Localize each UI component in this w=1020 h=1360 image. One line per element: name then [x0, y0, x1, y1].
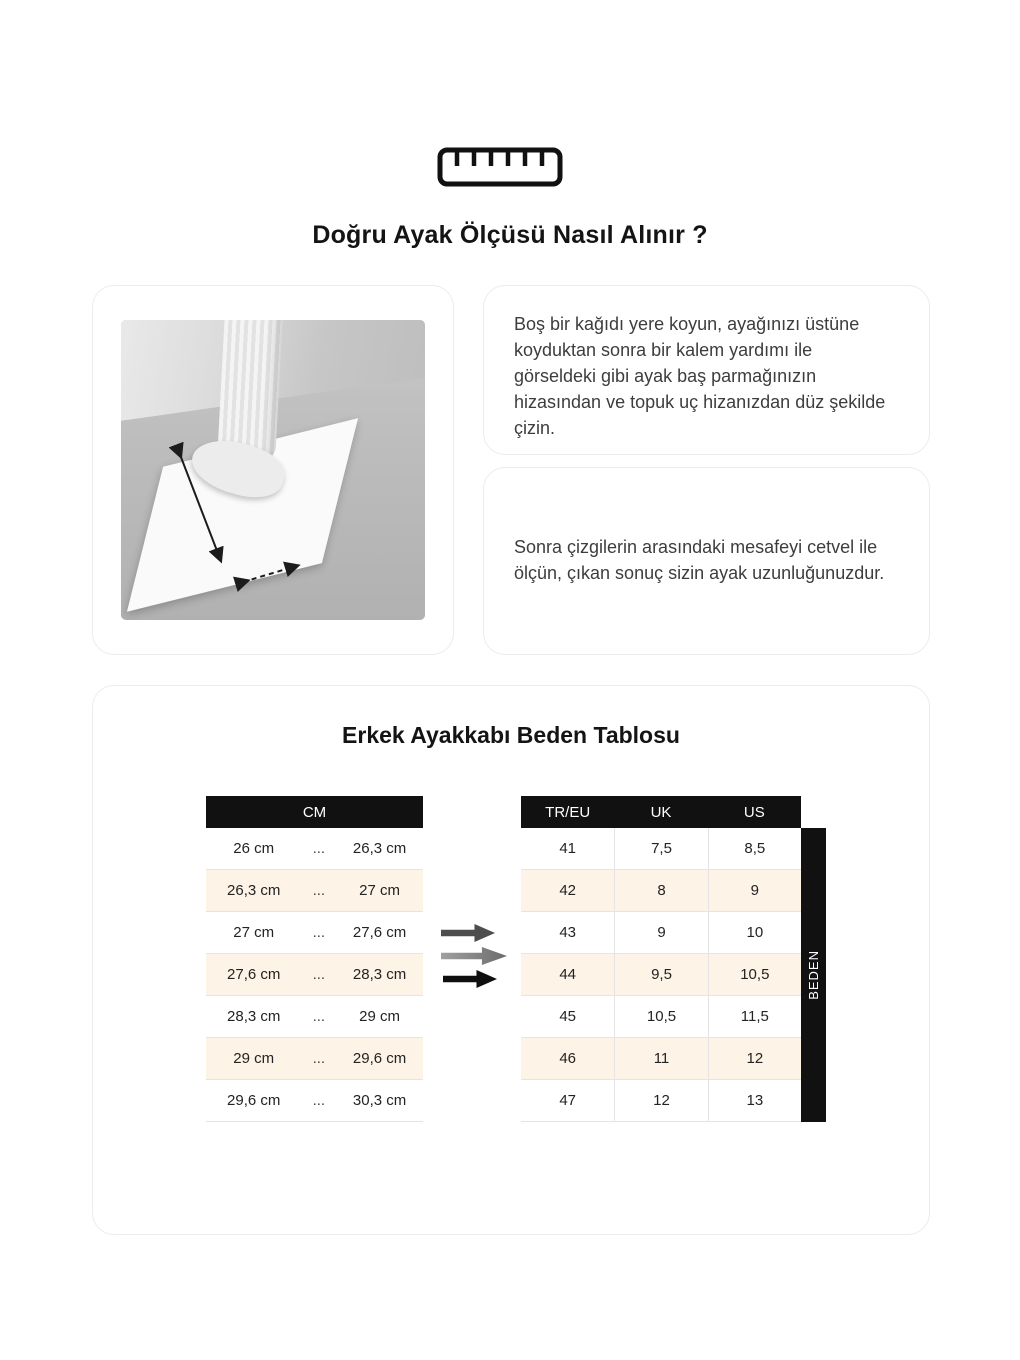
cm-range-separator: ... — [312, 1008, 326, 1025]
cm-range-separator: ... — [312, 966, 326, 983]
size-tr-eu-value: 47 — [559, 1092, 576, 1109]
size-us-value: 11,5 — [708, 996, 801, 1037]
cm-from-value: 28,3 cm — [227, 1008, 281, 1025]
size-tr-eu-value: 46 — [559, 1050, 576, 1067]
cm-to-value: 26,3 cm — [352, 840, 407, 857]
instruction-step2-text: Sonra çizgilerin arasındaki mesafeyi cetvel ile ölçün, çıkan sonuç sizin ayak uzunluğunuzdur. — [514, 537, 885, 583]
beden-label: BEDEN — [806, 950, 821, 1000]
instruction-step1-text: Boş bir kağıdı yere koyun, ayağınızı üstüne koyduktan sonra bir kalem yardımı ile görseldeki gibi ayak baş parmağınızın hizasından ve topuk uç hizanızdan düz şekilde çizin. — [514, 314, 886, 438]
page-title: Doğru Ayak Ölçüsü Nasıl Alınır ? — [312, 221, 708, 249]
cm-table-row — [206, 828, 423, 870]
measurement-photo-card — [92, 285, 454, 655]
cm-table-row — [206, 870, 423, 912]
cm-to-value: 30,3 cm — [352, 1092, 407, 1109]
size-uk-value: 9,5 — [614, 954, 707, 995]
size-uk-value: 8 — [614, 870, 707, 911]
cm-header-label: CM — [302, 803, 327, 821]
cm-table-header — [206, 796, 423, 828]
size-tr-eu-value: 44 — [559, 966, 576, 983]
size-us-value: 9 — [708, 870, 801, 911]
size-table-row — [521, 1080, 801, 1122]
cm-range-separator: ... — [312, 924, 326, 941]
foot-measurement-photo — [121, 320, 425, 620]
cm-to-value: 27,6 cm — [352, 924, 407, 941]
size-guide-title: Erkek Ayakkabı Beden Tablosu — [342, 722, 680, 748]
cm-to-value: 29,6 cm — [352, 1050, 407, 1067]
cm-from-value: 29,6 cm — [227, 1092, 281, 1109]
convert-arrows-icon — [441, 922, 511, 990]
size-tr-eu-value: 45 — [559, 1008, 576, 1025]
cm-to-value: 28,3 cm — [352, 966, 407, 983]
size-us-value: 10 — [708, 912, 801, 953]
cm-from-value: 29 cm — [233, 1050, 275, 1067]
cm-range-separator: ... — [312, 1050, 326, 1067]
size-table — [521, 796, 801, 1122]
size-table-row — [521, 1038, 801, 1080]
cm-range-separator: ... — [312, 840, 326, 857]
size-uk-value: 10,5 — [614, 996, 707, 1037]
cm-table-row — [206, 996, 423, 1038]
size-tr-eu-value: 43 — [559, 924, 576, 941]
size-uk-value: 9 — [614, 912, 707, 953]
measurement-arrows-icon — [121, 320, 425, 620]
instruction-step1-card — [483, 285, 930, 455]
cm-table-row — [206, 954, 423, 996]
cm-from-value: 26 cm — [233, 840, 275, 857]
cm-range-separator: ... — [312, 1092, 326, 1109]
size-header-uk: UK — [650, 803, 672, 821]
instruction-step2-card — [483, 467, 930, 655]
cm-table-row — [206, 1080, 423, 1122]
size-table-row — [521, 870, 801, 912]
cm-from-value: 26,3 cm — [227, 882, 281, 899]
size-uk-value: 11 — [614, 1038, 707, 1079]
cm-from-value: 27 cm — [233, 924, 275, 941]
size-uk-value: 12 — [614, 1080, 707, 1121]
size-header-tr-eu: TR/EU — [545, 803, 591, 821]
size-table-row — [521, 912, 801, 954]
cm-from-value: 27,6 cm — [227, 966, 281, 983]
size-tr-eu-value: 41 — [559, 840, 576, 857]
cm-to-value: 29 cm — [359, 1008, 401, 1025]
size-table-row — [521, 828, 801, 870]
ruler-icon — [437, 146, 563, 188]
size-table-header — [521, 796, 801, 828]
size-table-row — [521, 954, 801, 996]
cm-table-row — [206, 912, 423, 954]
size-table-row — [521, 996, 801, 1038]
cm-table-body — [206, 828, 423, 1122]
size-header-us: US — [743, 803, 765, 821]
arrow-top — [441, 924, 495, 942]
size-guide-card — [92, 685, 930, 1235]
cm-to-value: 27 cm — [359, 882, 401, 899]
size-us-value: 10,5 — [708, 954, 801, 995]
arrow-bottom — [443, 970, 497, 988]
size-us-value: 13 — [708, 1080, 801, 1121]
cm-range-separator: ... — [312, 882, 326, 899]
cm-table — [206, 796, 423, 1122]
arrow-middle — [441, 947, 507, 965]
size-table-body — [521, 828, 801, 1122]
size-uk-value: 7,5 — [614, 828, 707, 869]
beden-vertical-bar — [801, 828, 826, 1122]
size-us-value: 12 — [708, 1038, 801, 1079]
cm-table-row — [206, 1038, 423, 1080]
size-tr-eu-value: 42 — [559, 882, 576, 899]
size-us-value: 8,5 — [708, 828, 801, 869]
